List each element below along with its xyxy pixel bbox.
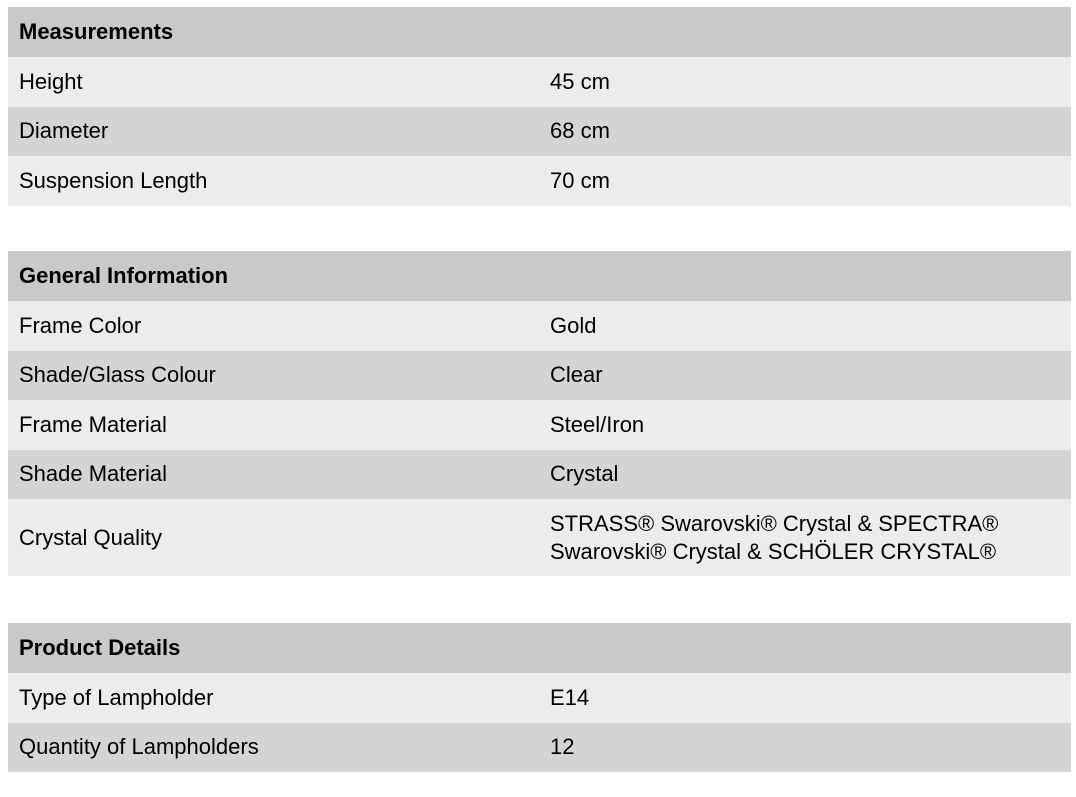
row-value: 68 cm (550, 118, 610, 144)
table-row (8, 673, 1071, 723)
row-label: Frame Color (19, 312, 142, 338)
row-label: Shade/Glass Colour (19, 362, 216, 388)
measurements-table (8, 7, 1071, 206)
row-label: Quantity of Lampholders (19, 734, 259, 760)
crystal-quality-line-2: Swarovski® Crystal & SCHÖLER CRYSTAL® (550, 538, 997, 564)
product-details-header (8, 623, 1071, 673)
row-label: Frame Material (19, 411, 167, 437)
row-value: 45 cm (550, 68, 610, 94)
table-row (8, 57, 1071, 107)
row-label: Diameter (19, 118, 109, 144)
table-row (8, 723, 1071, 773)
product-details-table (8, 623, 1071, 772)
table-row (8, 107, 1071, 157)
crystal-quality-line-1: STRASS® Swarovski® Crystal & SPECTRA® (550, 510, 999, 536)
general-information-title: General Information (19, 263, 229, 288)
row-value: Steel/Iron (550, 411, 645, 437)
row-value (539, 510, 1071, 566)
table-row (8, 301, 1071, 351)
row-value: Gold (550, 312, 597, 338)
row-value: 12 (550, 734, 575, 760)
row-label: Shade Material (19, 461, 167, 487)
row-value: 70 cm (550, 167, 610, 193)
row-value: Clear (550, 362, 603, 388)
table-row (8, 450, 1071, 500)
table-row (8, 351, 1071, 401)
measurements-header (8, 7, 1071, 57)
general-information-table (8, 251, 1071, 576)
row-label: Height (19, 68, 83, 94)
product-details-title: Product Details (19, 635, 181, 660)
row-value: E14 (550, 684, 590, 710)
table-row (8, 499, 1071, 576)
row-label: Crystal Quality (19, 524, 163, 550)
row-label: Type of Lampholder (19, 684, 214, 710)
general-information-header (8, 251, 1071, 301)
row-value: Crystal (550, 461, 619, 487)
table-row (8, 400, 1071, 450)
table-row (8, 156, 1071, 206)
measurements-title: Measurements (19, 19, 174, 44)
row-label: Suspension Length (19, 167, 208, 193)
